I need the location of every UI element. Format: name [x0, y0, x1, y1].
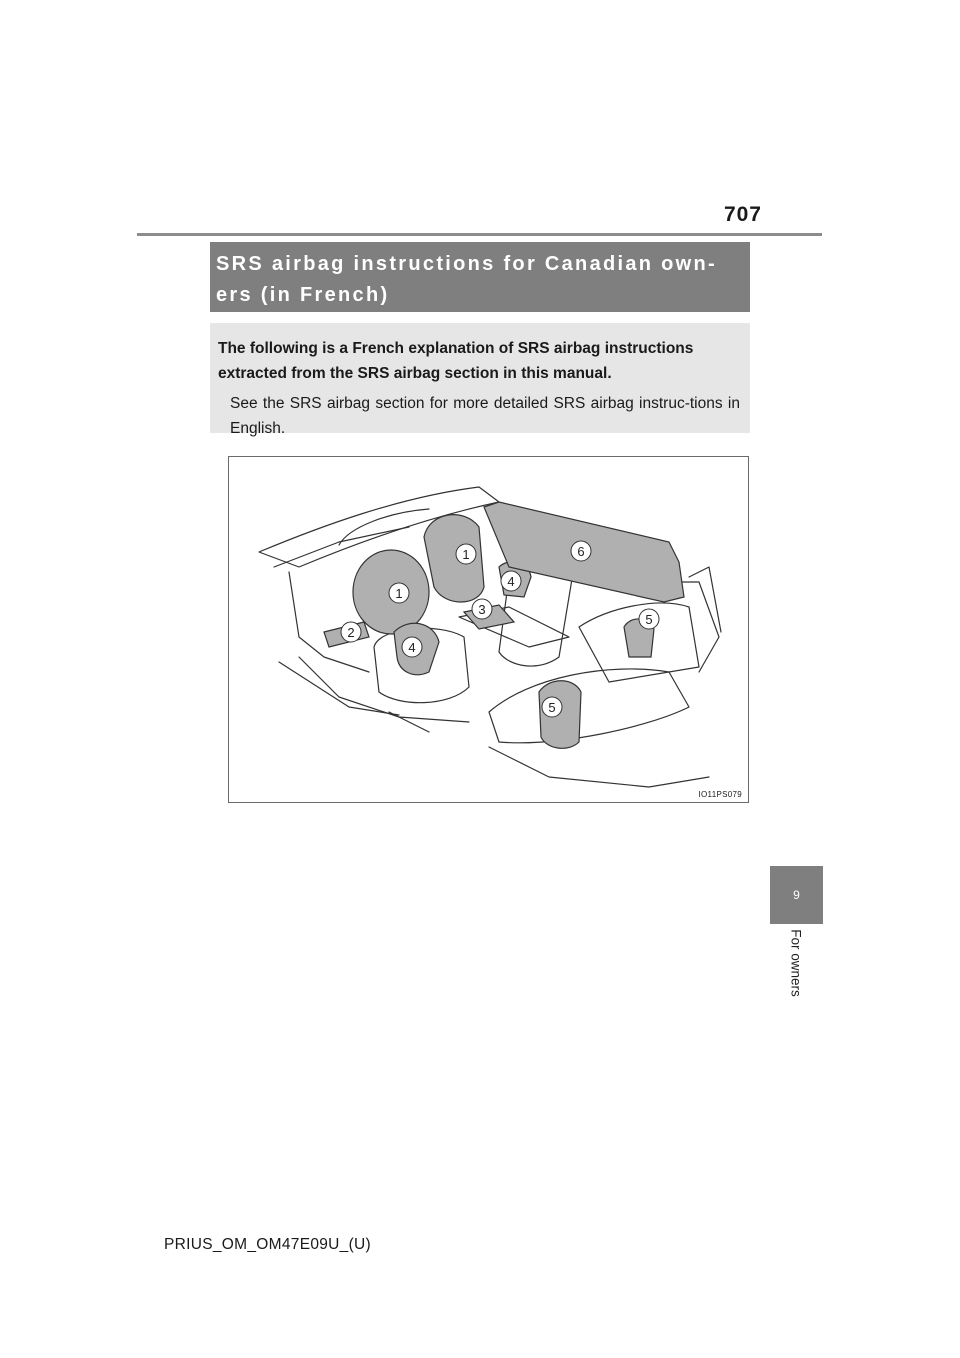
- callout-4a: [501, 571, 521, 591]
- top-rule: [137, 233, 822, 236]
- intro-bold-line-1: The following is a French explanation of SRS airbag instructions: [218, 340, 694, 357]
- callout-3-label: 3: [478, 602, 486, 617]
- intro-bold-line-2: extracted from the SRS airbag section in this manual.: [218, 365, 612, 382]
- section-header: [210, 242, 750, 312]
- callout-4a-label: 4: [507, 574, 515, 589]
- rear-floor: [489, 747, 709, 787]
- section-title-line-2: ers (in French): [216, 284, 390, 306]
- callout-5b-label: 5: [548, 700, 556, 715]
- airbag-illustration: [228, 456, 749, 803]
- intro-sub-text: See the SRS airbag section for more detailed SRS airbag instruc-tions in English.: [230, 395, 740, 437]
- footer-doc-id: PRIUS_OM_OM47E09U_(U): [164, 1236, 371, 1253]
- section-title-line-1: SRS airbag instructions for Canadian own-: [216, 253, 718, 275]
- callout-4b-label: 4: [408, 640, 416, 655]
- figure-code: IO11PS079: [698, 790, 742, 799]
- callout-2-label: 2: [347, 625, 355, 640]
- callout-3: [472, 599, 492, 619]
- side-tab-label: For owners: [788, 929, 804, 997]
- callout-4b: [402, 637, 422, 657]
- intro-box: [210, 323, 750, 437]
- callout-5a: [639, 609, 659, 629]
- callout-1b: [389, 583, 409, 603]
- callout-1a-label: 1: [462, 547, 470, 562]
- page-number: 707: [723, 203, 762, 226]
- callout-6: [571, 541, 591, 561]
- car-interior-drawing: [229, 457, 749, 803]
- callout-1b-label: 1: [395, 586, 403, 601]
- callout-5a-label: 5: [645, 612, 653, 627]
- callout-5b: [542, 697, 562, 717]
- side-tab-number: 9: [770, 866, 823, 924]
- callout-1a: [456, 544, 476, 564]
- rear-bench: [489, 669, 689, 743]
- callout-2: [341, 622, 361, 642]
- callout-6-label: 6: [577, 544, 585, 559]
